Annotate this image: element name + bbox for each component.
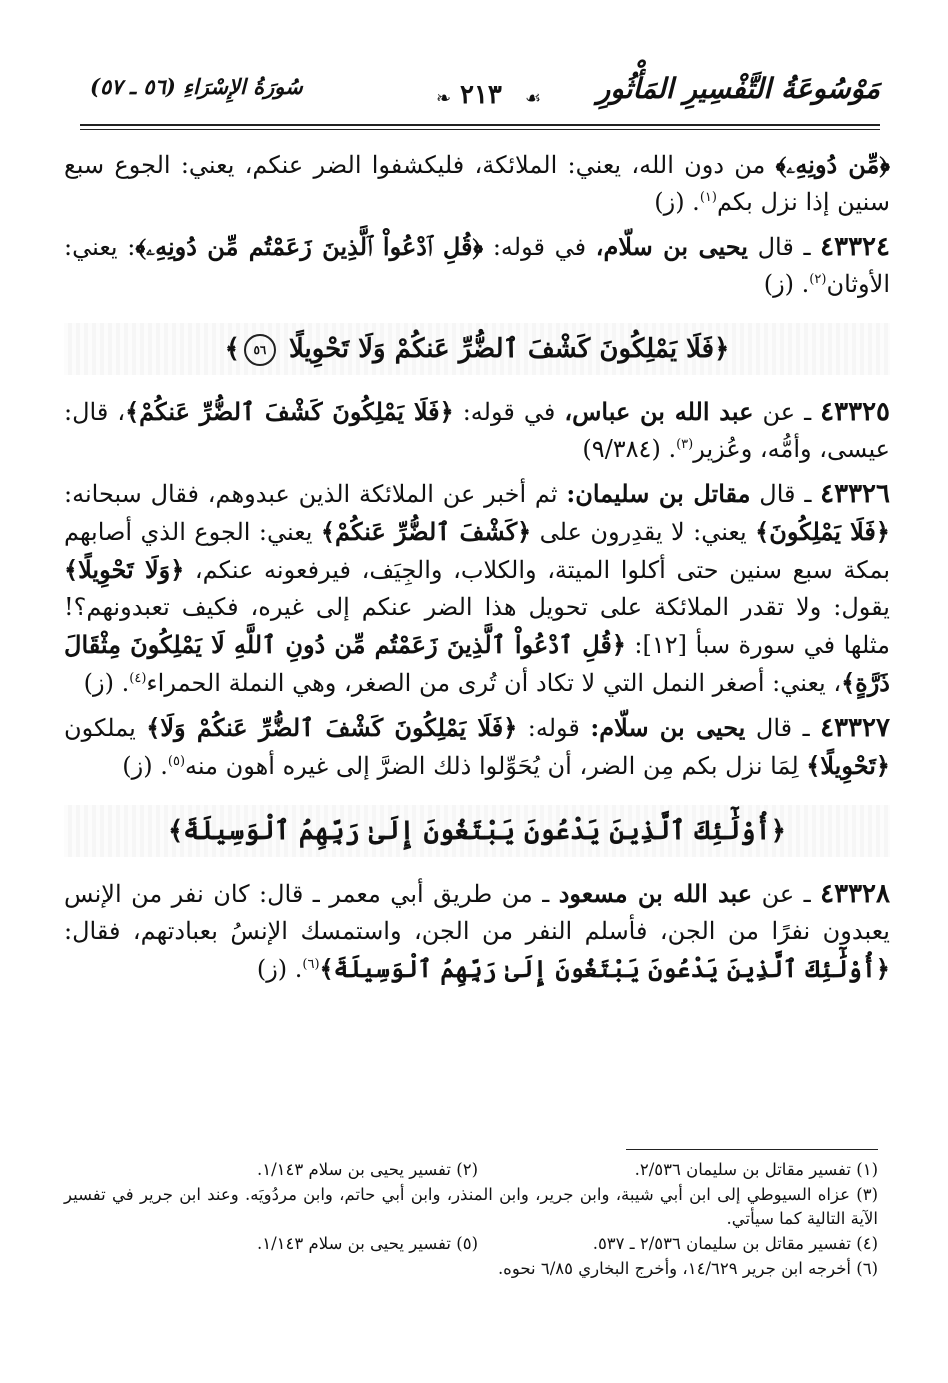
paragraph-end: . (ز) [83, 669, 130, 697]
footnote-ref: (٤) [129, 671, 147, 686]
quran-quote: ﴿وَلَا تَحْوِيلًا﴾ [64, 555, 185, 584]
narrator-name: مقاتل بن سليمان: [566, 479, 751, 508]
footnote-3: (٣) عزاه السيوطي إلى ابن أبي شيبة، وابن جرير، وابن المنذر، وابن أبي حاتم، وابن مردُويَه. وعند ابن جرير في تفسير الآية التالية كما سيأتي. [64, 1185, 878, 1228]
verse-text: ﴿فَلَا يَمْلِكُونَ كَشْفَ ٱلضُّرِّ عَنكُمْ وَلَا تَحْوِيلًا [288, 334, 730, 364]
paragraph-text: قوله: [527, 714, 580, 742]
quran-quote: ﴿فَلَا يَمْلِكُونَ كَشْفَ ٱلضُّرِّ عَنكُمْ وَلَا﴾ [146, 713, 518, 742]
paragraph-text: في قوله: [492, 233, 587, 261]
narration-43324 [64, 228, 890, 303]
narration-number: ٤٣٣٢٦ [820, 479, 890, 509]
footnote-rule [626, 1149, 878, 1150]
verse-heading-56 [64, 323, 890, 375]
narration-43325 [64, 393, 890, 468]
narration-43326 [64, 475, 890, 702]
narration-number: ٤٣٣٢٤ [820, 232, 890, 262]
footnote-ref: (٢) [809, 272, 827, 287]
quran-quote: ﴿مِّن دُونِهِۦ﴾ [775, 150, 890, 179]
narrator-name: عبد الله بن مسعود [558, 879, 753, 908]
quran-quote: ﴿فَلَا يَمْلِكُونَ﴾ [755, 517, 890, 546]
ornament-icon: ❧ [436, 88, 452, 109]
quran-quote: ﴿كَشْفَ ٱلضُّرِّ عَنكُمْ﴾ [320, 517, 532, 546]
quran-quote: ﴿فَلَا يَمْلِكُونَ كَشْفَ ٱلضُّرِّ عَنكُمْ﴾ [125, 397, 454, 426]
paragraph-text: ، يعني: أصغر النمل التي لا تكاد أن تُرى من الصغر، وهي النملة الحمراء [146, 669, 842, 697]
footnote-ref: (٣) [676, 437, 694, 452]
footnote-2: (٢) تفسير يحيى بن سلام ١/١٤٣. [257, 1160, 478, 1179]
narration-number: ٤٣٣٢٥ [820, 397, 890, 427]
verse-text: ﴿أُوْلَٰٓئِكَ ٱلَّذِينَ يَدْعُونَ يَبْتَغُونَ إِلَىٰ رَبِّهِمُ ٱلْوَسِيلَةَ﴾ [168, 816, 786, 846]
quran-quote: ﴿أُوْلَٰٓئِكَ ٱلَّذِينَ يَدْعُونَ يَبْتَغُونَ إِلَىٰ رَبِّهِمُ ٱلْوَسِيلَةَ﴾ [319, 954, 890, 983]
paragraph-text: ـ قال [759, 480, 812, 508]
paragraph-text: يملكون [64, 714, 136, 742]
paragraph-text: ـ عن [762, 398, 812, 426]
paragraph-continuation [64, 146, 890, 221]
paragraph-text: ـ قال [755, 714, 810, 742]
verse-close: ﴾ [224, 334, 240, 364]
paragraph-text: ـ من طريق أبي معمر ـ قال: كان نفر من الإنس يعبدون نفرًا من الجن، فأسلم النفر من الجن، واستمسك الإنسُ بعبادتهم، فقال: [64, 880, 890, 945]
header-rule-thin [80, 129, 880, 130]
footnote-1: (١) تفسير مقاتل بن سليمان ٢/٥٣٦. [634, 1160, 878, 1179]
footnote-ref: (١) [699, 190, 717, 205]
paragraph-end: . (ز) [763, 270, 810, 298]
paragraph-text: ـ عن [761, 880, 811, 908]
main-text [64, 146, 890, 995]
paragraph-text: يقول: ولا تقدر الملائكة على تحويل هذا الضر عنكم إلى غيره، فكيف تعبدونهم؟! مثلها في سورة سبأ [١٢]: [64, 593, 890, 659]
paragraph-text: ثم أخبر عن الملائكة الذين عبدوهم، فقال سبحانه: [64, 480, 558, 508]
paragraph-end: . (ز) [122, 752, 168, 780]
footnote-6: (٦) أخرجه ابن جرير ١٤/٦٢٩، وأخرج البخاري ٦/٨٥ نحوه. [497, 1259, 878, 1278]
aya-number-icon: ٥٦ [244, 334, 276, 366]
narration-43327 [64, 709, 890, 785]
footnote-ref: (٥) [167, 754, 186, 769]
quran-quote: ﴿قُلِ ٱدْعُواْ ٱلَّذِينَ زَعَمْتُم مِّن دُونِهِۦ﴾ [135, 232, 484, 261]
paragraph-text: يعني: لا يقدِرون على [539, 518, 747, 546]
header-rule [80, 124, 880, 126]
paragraph-text: لِمَا نزل بكم مِن الضر، أن يُحَوِّلوا ذلك الضرَّ إلى غيره أهون منه [185, 752, 799, 780]
footnote-5: (٥) تفسير يحيى بن سلام ١/١٤٣. [257, 1234, 478, 1253]
footnotes [64, 1158, 878, 1282]
narration-43328 [64, 875, 890, 988]
paragraph-text: يعني: الجوع الذي أصابهم بمكة سبع سنين حتى أكلوا الميتة، والكلاب، والجِيَف، فيرفعونه عنكم، [64, 518, 890, 584]
paragraph-end: . (ز) [654, 188, 700, 216]
verse-heading-57 [64, 805, 890, 857]
footnote-row [64, 1232, 878, 1256]
paragraph-text: : يعني: الأوثان [64, 233, 890, 298]
page-number: ٢١٣ [460, 80, 502, 110]
paragraph-text: في قوله: [462, 398, 556, 426]
footnote-4: (٤) تفسير مقاتل بن سليمان ٢/٥٣٦ ـ ٥٣٧. [592, 1234, 878, 1253]
quran-quote: ﴿قُلِ ٱدْعُواْ ٱلَّذِينَ زَعَمْتُم مِّن دُونِ ٱللَّهِ لَا يَمْلِكُونَ مِثْقَالَ ذَرَّةٍ﴾ [64, 630, 890, 697]
paragraph-end: . (٩/٣٨٤) [582, 435, 677, 463]
narrator-name: عبد الله بن عباس، [564, 397, 754, 426]
paragraph-end: . (ز) [256, 955, 303, 983]
narrator-name: يحيى بن سلّام: [590, 713, 746, 742]
ornament-icon: ☙ [525, 88, 542, 109]
paragraph-text: ـ قال [757, 233, 811, 261]
narration-number: ٤٣٣٢٧ [820, 713, 890, 743]
footnote-row [64, 1158, 878, 1182]
narrator-name: يحيى بن سلّام، [595, 232, 748, 261]
paragraph-text: ، قال: عيسى، وأمُّه، وعُزير [64, 398, 890, 463]
surah-label: سُورَةُ الإِسْرَاءِ (٥٦ ـ ٥٧) [90, 74, 303, 99]
paragraph-text: من دون الله، يعني: الملائكة، فليكشفوا الضر عنكم، يعني: الجوع سبع سنين إذا نزل بكم [64, 151, 890, 216]
quran-quote: ﴿تَحْوِيلًا﴾ [806, 751, 890, 780]
page-header [80, 58, 880, 118]
footnote-ref: (٦) [302, 957, 320, 972]
narration-number: ٤٣٣٢٨ [820, 879, 890, 909]
book-title: مَوْسُوعَةُ التَّفْسِيرِ المَأْثُورِ [596, 72, 880, 105]
